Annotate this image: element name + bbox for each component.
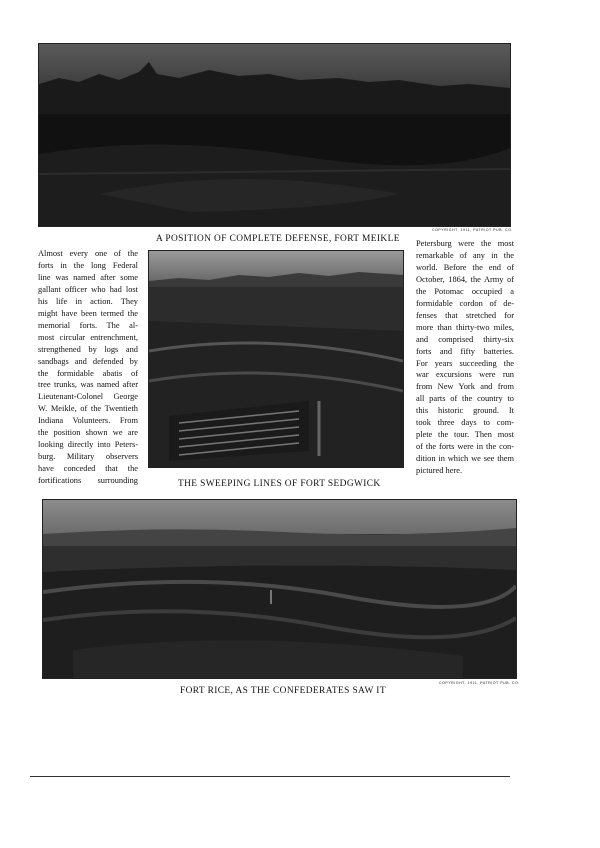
text-line: W. Meikle, of the Twentieth xyxy=(38,404,138,414)
text-line: war excursions were run xyxy=(416,370,514,380)
text-line: fortifications surrounding xyxy=(38,476,138,486)
text-line: line was named after some xyxy=(38,272,138,282)
text-line: forts in the long Federal xyxy=(38,260,138,270)
text-line: burg. Military observers xyxy=(38,452,138,462)
text-line: world. Before the end of xyxy=(416,262,514,272)
photo-fort-meikle-image xyxy=(39,44,510,226)
text-line: looking directly into Peters- xyxy=(38,440,138,450)
text-line: remarkable of any in the xyxy=(416,250,514,260)
text-line: strengthened by logs and xyxy=(38,344,138,354)
text-line: Indiana Volunteers. From xyxy=(38,416,138,426)
text-line: and comprised thirty-six xyxy=(416,334,514,344)
text-line: gallant officer who had lost xyxy=(38,284,138,294)
photo-credit-bottom: COPYRIGHT, 1911, PATRIOT PUB. CO. xyxy=(439,681,520,685)
text-line: formidable cordon of de- xyxy=(416,298,514,308)
text-line: Lieutenant-Colonel George xyxy=(38,392,138,402)
text-line: most circular entrenchment, xyxy=(38,332,138,342)
text-line: from New York and from xyxy=(416,382,514,392)
text-line: October, 1864, the Army of xyxy=(416,274,514,284)
text-line: Almost every one of the xyxy=(38,249,138,258)
photo-fort-rice xyxy=(42,499,517,679)
text-line: more than thirty-two miles, xyxy=(416,322,514,332)
text-line: Petersburg were the most xyxy=(416,239,514,248)
text-line: took three days to com- xyxy=(416,418,514,428)
text-line: plete the tour. Then most xyxy=(416,430,514,440)
photo-fort-sedgwick-image xyxy=(149,251,403,467)
text-line: all parts of the country to xyxy=(416,394,514,404)
text-line: sandbags and defended by xyxy=(38,356,138,366)
text-line: fenses that stretched for xyxy=(416,310,514,320)
text-line: forts and fifty batteries. xyxy=(416,346,514,356)
body-text-left-column xyxy=(38,248,138,487)
photo-fort-meikle xyxy=(38,43,511,227)
caption-fort-sedgwick: THE SWEEPING LINES OF FORT SEDGWICK xyxy=(178,479,381,489)
caption-fort-rice: FORT RICE, AS THE CONFEDERATES SAW IT xyxy=(180,686,386,696)
text-line: of the forts were in the con- xyxy=(416,442,514,452)
text-line: pictured here. xyxy=(416,466,463,476)
photo-credit-top: COPYRIGHT, 1911, PATRIOT PUB. CO. xyxy=(432,228,513,232)
text-line: For years succeeding the xyxy=(416,358,514,368)
body-text-right-column xyxy=(416,238,514,477)
photo-fort-rice-image xyxy=(43,500,516,678)
page-divider xyxy=(30,776,510,777)
text-line: this historic ground. It xyxy=(416,406,514,416)
text-line: the position shown we are xyxy=(38,428,138,438)
text-line: might have been termed the xyxy=(38,308,138,318)
caption-fort-meikle: A POSITION OF COMPLETE DEFENSE, FORT MEIKLE xyxy=(156,234,400,244)
text-line: his life in action. They xyxy=(38,296,138,306)
text-line: have conceded that the xyxy=(38,464,138,474)
text-line: tree trunks, was named after xyxy=(38,380,138,390)
text-line: the formidable abatis of xyxy=(38,368,138,378)
text-line: the Potomac occupied a xyxy=(416,286,514,296)
text-line: memorial forts. The al- xyxy=(38,320,138,330)
text-line: dition in which we see them xyxy=(416,454,514,464)
photo-fort-sedgwick xyxy=(148,250,404,468)
